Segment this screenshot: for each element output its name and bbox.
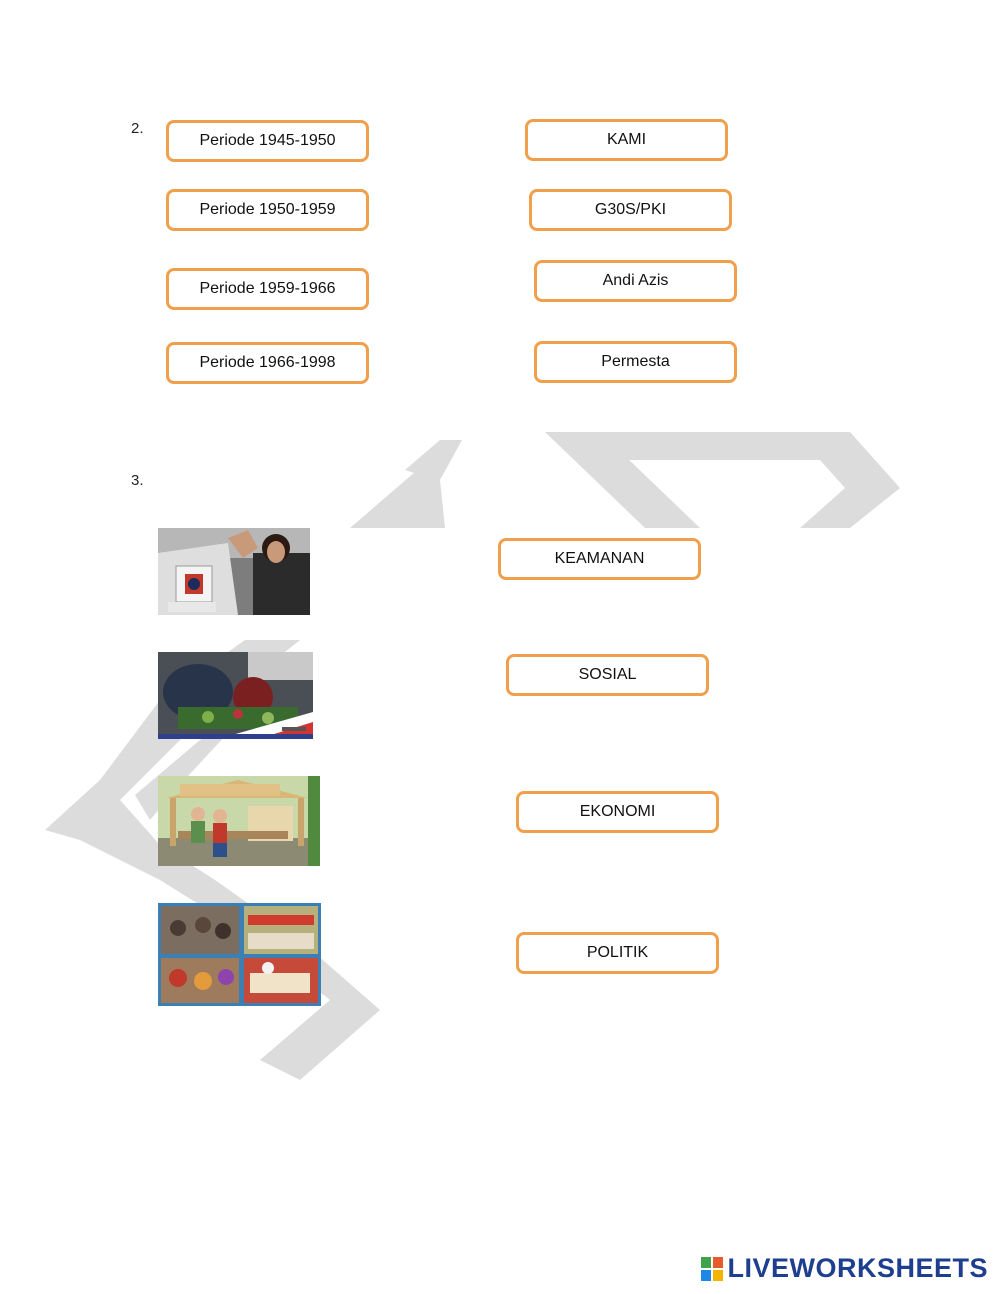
q2-left-item-2[interactable]: Periode 1950-1959 xyxy=(166,189,369,231)
q2-right-item-1[interactable]: KAMI xyxy=(525,119,728,161)
ballot-box-photo[interactable] xyxy=(158,528,310,615)
q2-right-item-4[interactable]: Permesta xyxy=(534,341,737,383)
q2-right-item-3[interactable]: Andi Azis xyxy=(534,260,737,302)
q3-right-item-2[interactable]: SOSIAL xyxy=(506,654,709,696)
q2-left-item-4[interactable]: Periode 1966-1998 xyxy=(166,342,369,384)
q2-left-item-3[interactable]: Periode 1959-1966 xyxy=(166,268,369,310)
cultural-collage-photo[interactable] xyxy=(158,903,321,1006)
q2-left-item-1[interactable]: Periode 1945-1950 xyxy=(166,120,369,162)
question-2-number: 2. xyxy=(131,120,144,137)
market-photo[interactable] xyxy=(158,652,313,739)
q2-right-item-2[interactable]: G30S/PKI xyxy=(529,189,732,231)
liveworksheets-logo xyxy=(701,1253,988,1284)
liveworksheets-wordmark: LIVEWORKSHEETS xyxy=(727,1253,988,1283)
question-3-number: 3. xyxy=(131,472,144,489)
q3-right-item-3[interactable]: EKONOMI xyxy=(516,791,719,833)
liveworksheets-logo-icon xyxy=(701,1257,723,1281)
q3-right-item-4[interactable]: POLITIK xyxy=(516,932,719,974)
pos-kamling-illustration[interactable] xyxy=(158,776,320,866)
q3-right-item-1[interactable]: KEAMANAN xyxy=(498,538,701,580)
